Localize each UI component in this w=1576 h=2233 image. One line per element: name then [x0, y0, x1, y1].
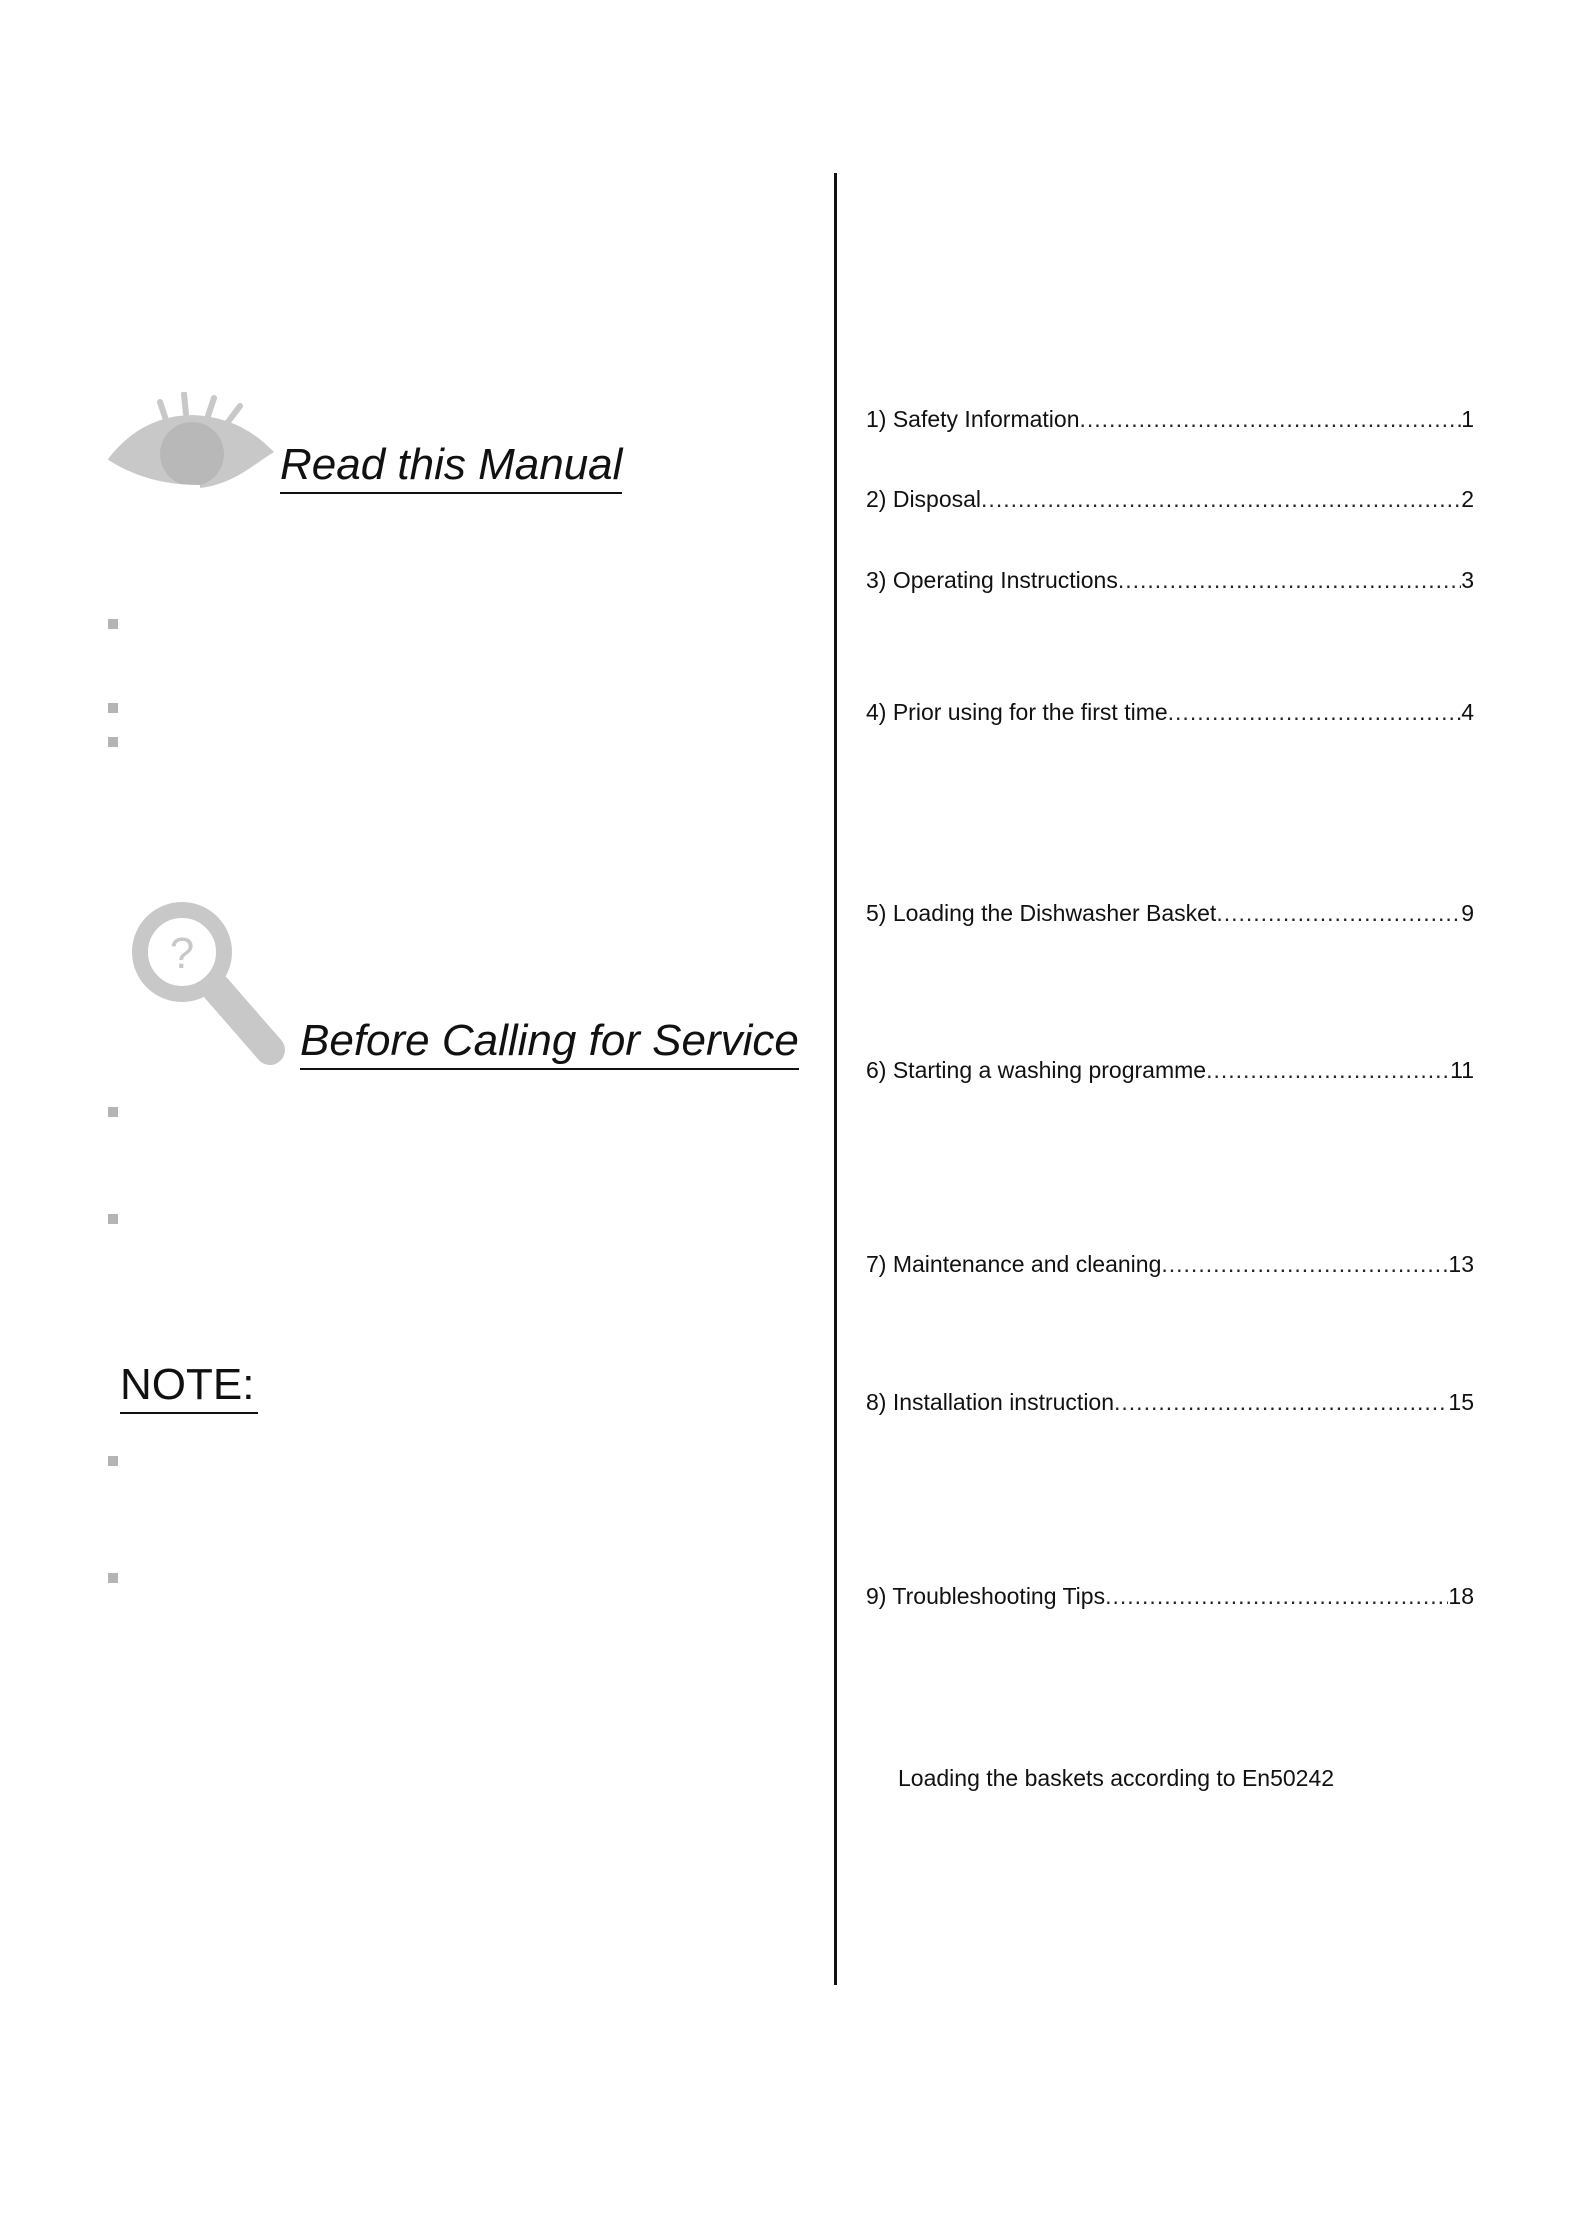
- toc-leader: [1114, 1389, 1448, 1417]
- toc-item-operating-instructions[interactable]: [866, 567, 1474, 595]
- toc-leader: [981, 486, 1461, 514]
- note-bullet-1: [108, 1456, 118, 1466]
- toc-extra-loading-baskets[interactable]: Loading the baskets according to En50242: [898, 1765, 1335, 1791]
- toc-leader: [1161, 1251, 1448, 1279]
- toc-item-prior-using[interactable]: [866, 699, 1474, 727]
- toc-item-label: 4) Prior using for the first time: [866, 699, 1168, 725]
- read-manual-heading: Read this Manual: [280, 442, 622, 494]
- service-bullet-2: [108, 1214, 118, 1224]
- toc-item-starting-programme[interactable]: [866, 1057, 1474, 1085]
- eye-icon: [104, 392, 276, 500]
- column-divider: [834, 173, 837, 1985]
- toc-item-page: 15: [1448, 1389, 1474, 1415]
- toc-item-page: 3: [1461, 567, 1474, 593]
- read-manual-bullet-3: [108, 737, 118, 747]
- toc-item-label: 6) Starting a washing programme: [866, 1057, 1207, 1083]
- toc-item-installation[interactable]: [866, 1389, 1474, 1417]
- service-heading: Before Calling for Service: [300, 1018, 799, 1070]
- magnifier-question-icon: [130, 900, 286, 1070]
- toc-item-page: 13: [1448, 1251, 1474, 1277]
- toc-leader: [1118, 567, 1461, 595]
- toc-leader: [1080, 406, 1462, 434]
- toc-item-label: 7) Maintenance and cleaning: [866, 1251, 1162, 1277]
- note-bullet-2: [108, 1573, 118, 1583]
- toc-item-disposal[interactable]: [866, 486, 1474, 514]
- toc-leader: [1216, 900, 1461, 928]
- toc-item-label: 5) Loading the Dishwasher Basket: [866, 900, 1217, 926]
- toc-item-label: 3) Operating Instructions: [866, 567, 1118, 593]
- toc-item-safety-information[interactable]: [866, 406, 1474, 434]
- toc-leader: [1105, 1583, 1448, 1611]
- toc-item-page: 9: [1461, 900, 1474, 926]
- toc-item-maintenance[interactable]: [866, 1251, 1474, 1279]
- read-manual-bullet-1: [108, 619, 118, 629]
- note-heading: NOTE:: [120, 1362, 258, 1414]
- toc-item-page: 18: [1448, 1583, 1474, 1609]
- toc-item-label: 8) Installation instruction: [866, 1389, 1115, 1415]
- toc-item-troubleshooting[interactable]: [866, 1583, 1474, 1611]
- toc-item-loading-basket[interactable]: [866, 900, 1474, 928]
- toc-item-page: 1: [1461, 406, 1474, 432]
- toc-leader: [1168, 699, 1462, 727]
- toc-item-page: 4: [1461, 699, 1474, 725]
- toc-item-label: 9) Troubleshooting Tips: [866, 1583, 1106, 1609]
- toc-leader: [1206, 1057, 1450, 1085]
- svg-text:?: ?: [169, 929, 195, 978]
- toc-item-label: 1) Safety Information: [866, 406, 1080, 432]
- toc-item-page: 2: [1461, 486, 1474, 512]
- service-bullet-1: [108, 1107, 118, 1117]
- read-manual-bullet-2: [108, 703, 118, 713]
- toc-item-label: 2) Disposal: [866, 486, 982, 512]
- toc-item-page: 11: [1450, 1057, 1474, 1083]
